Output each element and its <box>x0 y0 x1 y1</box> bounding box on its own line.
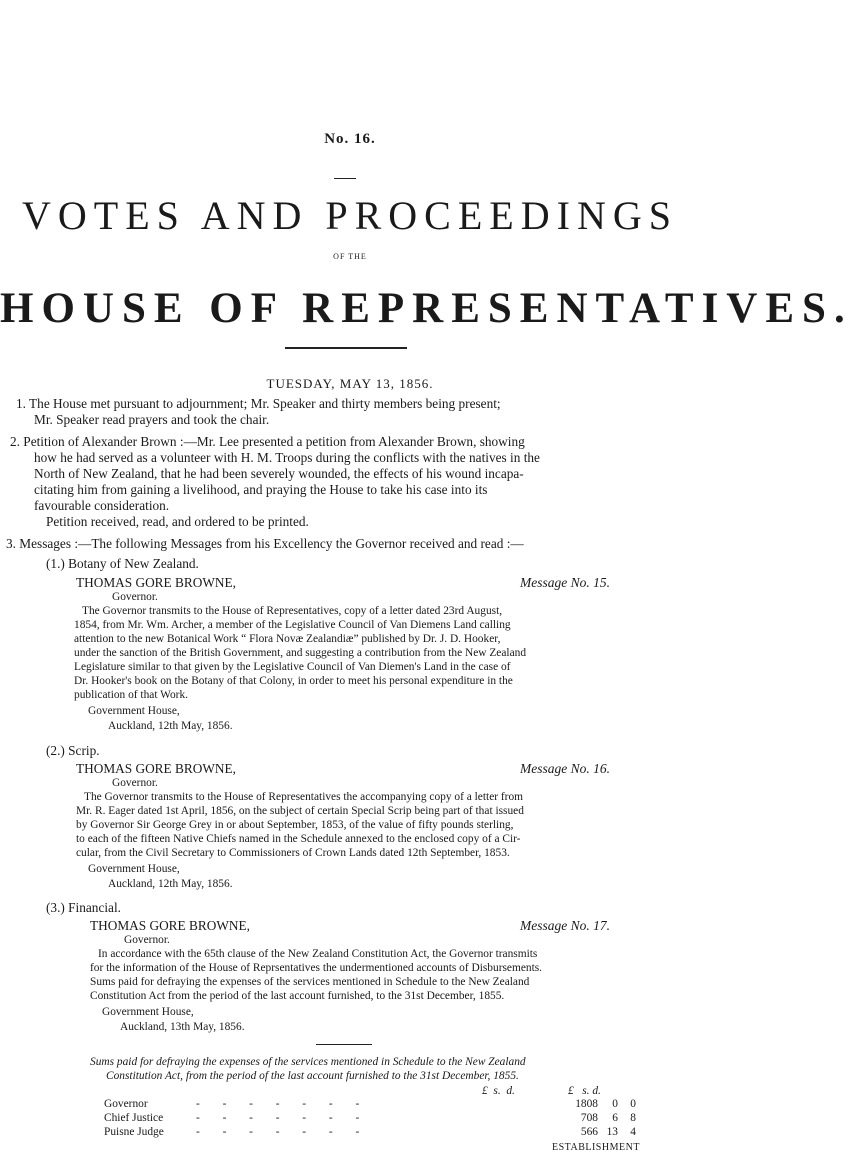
title-votes-and-proceedings: VOTES AND PROCEEDINGS <box>22 193 678 238</box>
catchword: ESTABLISHMENT <box>552 1142 640 1153</box>
message-17-signer-title: Governor. <box>124 934 170 946</box>
message-16-label: Message No. 16. <box>520 761 610 776</box>
message-17-heading: (3.) Financial. <box>46 900 121 915</box>
divider-short <box>334 178 356 179</box>
message-15-line: The Governor transmits to the House of Representatives, copy of a letter dated 23rd August, <box>82 605 503 617</box>
message-17-signer: THOMAS GORE BROWNE, <box>90 918 250 933</box>
message-15-place: Government House, <box>88 705 180 717</box>
divider-long <box>285 347 407 349</box>
item-2-line: citating him from gaining a livelihood, and praying the House to take his case into its <box>34 482 488 497</box>
message-16-heading: (2.) Scrip. <box>46 743 100 758</box>
message-16-line: by Governor Sir George Grey in or about September, 1853, of the value of fifty pounds sterling, <box>76 819 514 831</box>
item-2-line: how he had served as a volunteer with H. M. Troops during the conflicts with the natives in the <box>34 450 540 465</box>
item-2-line: favourable consideration. <box>34 498 170 513</box>
sums-title-line: Sums paid for defraying the expenses of the services mentioned in Schedule to the New Zealand <box>90 1056 526 1068</box>
message-16-line: to each of the fifteen Native Chiefs named in the Schedule annexed to the enclosed copy of a Cir- <box>76 833 521 845</box>
sums-col-headers-right: £ s. d. <box>568 1085 601 1097</box>
row-pence: 8 <box>630 1112 636 1124</box>
message-16-line: The Governor transmits to the House of Representatives the accompanying copy of a letter from <box>84 791 524 803</box>
row-leader-dashes: - - - - - - - <box>196 1098 360 1110</box>
sitting-date: TUESDAY, MAY 13, 1856. <box>266 376 434 391</box>
message-15-heading: (1.) Botany of New Zealand. <box>46 556 199 571</box>
row-pounds: 1808 <box>575 1098 598 1110</box>
divider-before-sums <box>316 1044 372 1045</box>
message-15-signer: THOMAS GORE BROWNE, <box>76 575 236 590</box>
message-16-signer: THOMAS GORE BROWNE, <box>76 761 236 776</box>
message-15-line: under the sanction of the British Government, and suggesting a contribution from the New Zealand <box>74 647 527 659</box>
row-pounds: 708 <box>580 1112 598 1124</box>
item-3-line: 3. Messages :—The following Messages from his Excellency the Governor received and read :— <box>6 536 524 551</box>
message-16-date: Auckland, 12th May, 1856. <box>108 878 233 890</box>
message-17-place: Government House, <box>102 1006 194 1018</box>
item-2-line: North of New Zealand, that he had been severely wounded, the effects of his wound incapa- <box>34 466 524 481</box>
row-label: Governor <box>104 1098 148 1110</box>
row-pence: 4 <box>630 1126 636 1138</box>
message-16-line: Mr. R. Eager dated 1st April, 1856, on the subject of certain Special Scrip being part of that issued <box>76 805 524 817</box>
row-pence: 0 <box>630 1098 636 1110</box>
item-2-line: 2. Petition of Alexander Brown :—Mr. Lee presented a petition from Alexander Brown, showing <box>10 434 525 449</box>
message-17-line: Constitution Act from the period of the last account furnished, to the 31st December, 1855. <box>90 990 505 1002</box>
sums-col-headers-left: £ s. d. <box>482 1085 515 1097</box>
title-house-of-representatives: HOUSE OF REPRESENTATIVES. <box>0 285 853 332</box>
message-16-place: Government House, <box>88 863 180 875</box>
message-15-line: 1854, from Mr. Wm. Archer, a member of the Legislative Council of Van Diemens Land calling <box>74 619 511 631</box>
message-15-line: attention to the new Botanical Work “ Flora Novæ Zealandiæ” published by Dr. J. D. Hooker, <box>74 633 501 645</box>
message-15-date: Auckland, 12th May, 1856. <box>108 720 233 732</box>
message-15-label: Message No. 15. <box>520 575 610 590</box>
row-leader-dashes: - - - - - - - <box>196 1112 360 1124</box>
message-17-line: for the information of the House of Reprsentatives the undermentioned accounts of Disbursements. <box>90 962 543 974</box>
row-label: Puisne Judge <box>104 1126 164 1138</box>
message-15-line: Dr. Hooker's book on the Botany of that Colony, in order to meet his personal expenditure in the <box>74 675 513 687</box>
row-pounds: 566 <box>580 1126 598 1138</box>
row-shillings: 0 <box>612 1098 618 1110</box>
message-17-line: Sums paid for defraying the expenses of the services mentioned in Schedule to the New Zealand <box>90 976 530 988</box>
item-1-line: 1. The House met pursuant to adjournment; Mr. Speaker and thirty members being present; <box>16 396 501 411</box>
message-16-signer-title: Governor. <box>112 777 158 789</box>
row-shillings: 13 <box>606 1126 618 1138</box>
message-15-signer-title: Governor. <box>112 591 158 603</box>
message-17-line: In accordance with the 65th clause of the New Zealand Constitution Act, the Governor transmits <box>98 948 538 960</box>
message-17-date: Auckland, 13th May, 1856. <box>120 1021 245 1033</box>
message-17-label: Message No. 17. <box>520 918 610 933</box>
row-label: Chief Justice <box>104 1112 164 1124</box>
row-shillings: 6 <box>612 1112 618 1124</box>
item-2-line: Petition received, read, and ordered to be printed. <box>46 514 309 529</box>
item-1-line: Mr. Speaker read prayers and took the chair. <box>34 412 270 427</box>
message-16-line: cular, from the Civil Secretary to Commissioners of Crown Lands dated 12th September, 1853. <box>76 847 510 859</box>
paper-number: No. 16. <box>324 131 376 147</box>
sums-title-line: Constitution Act, from the period of the last account furnished to the 31st December, 1855. <box>106 1070 519 1082</box>
message-15-line: publication of that Work. <box>74 689 189 701</box>
title-of-the: OF THE <box>333 252 367 261</box>
message-15-line: Legislature similar to that given by the Legislative Council of Van Diemen's Land in the case of <box>74 661 511 673</box>
row-leader-dashes: - - - - - - - <box>196 1126 360 1138</box>
